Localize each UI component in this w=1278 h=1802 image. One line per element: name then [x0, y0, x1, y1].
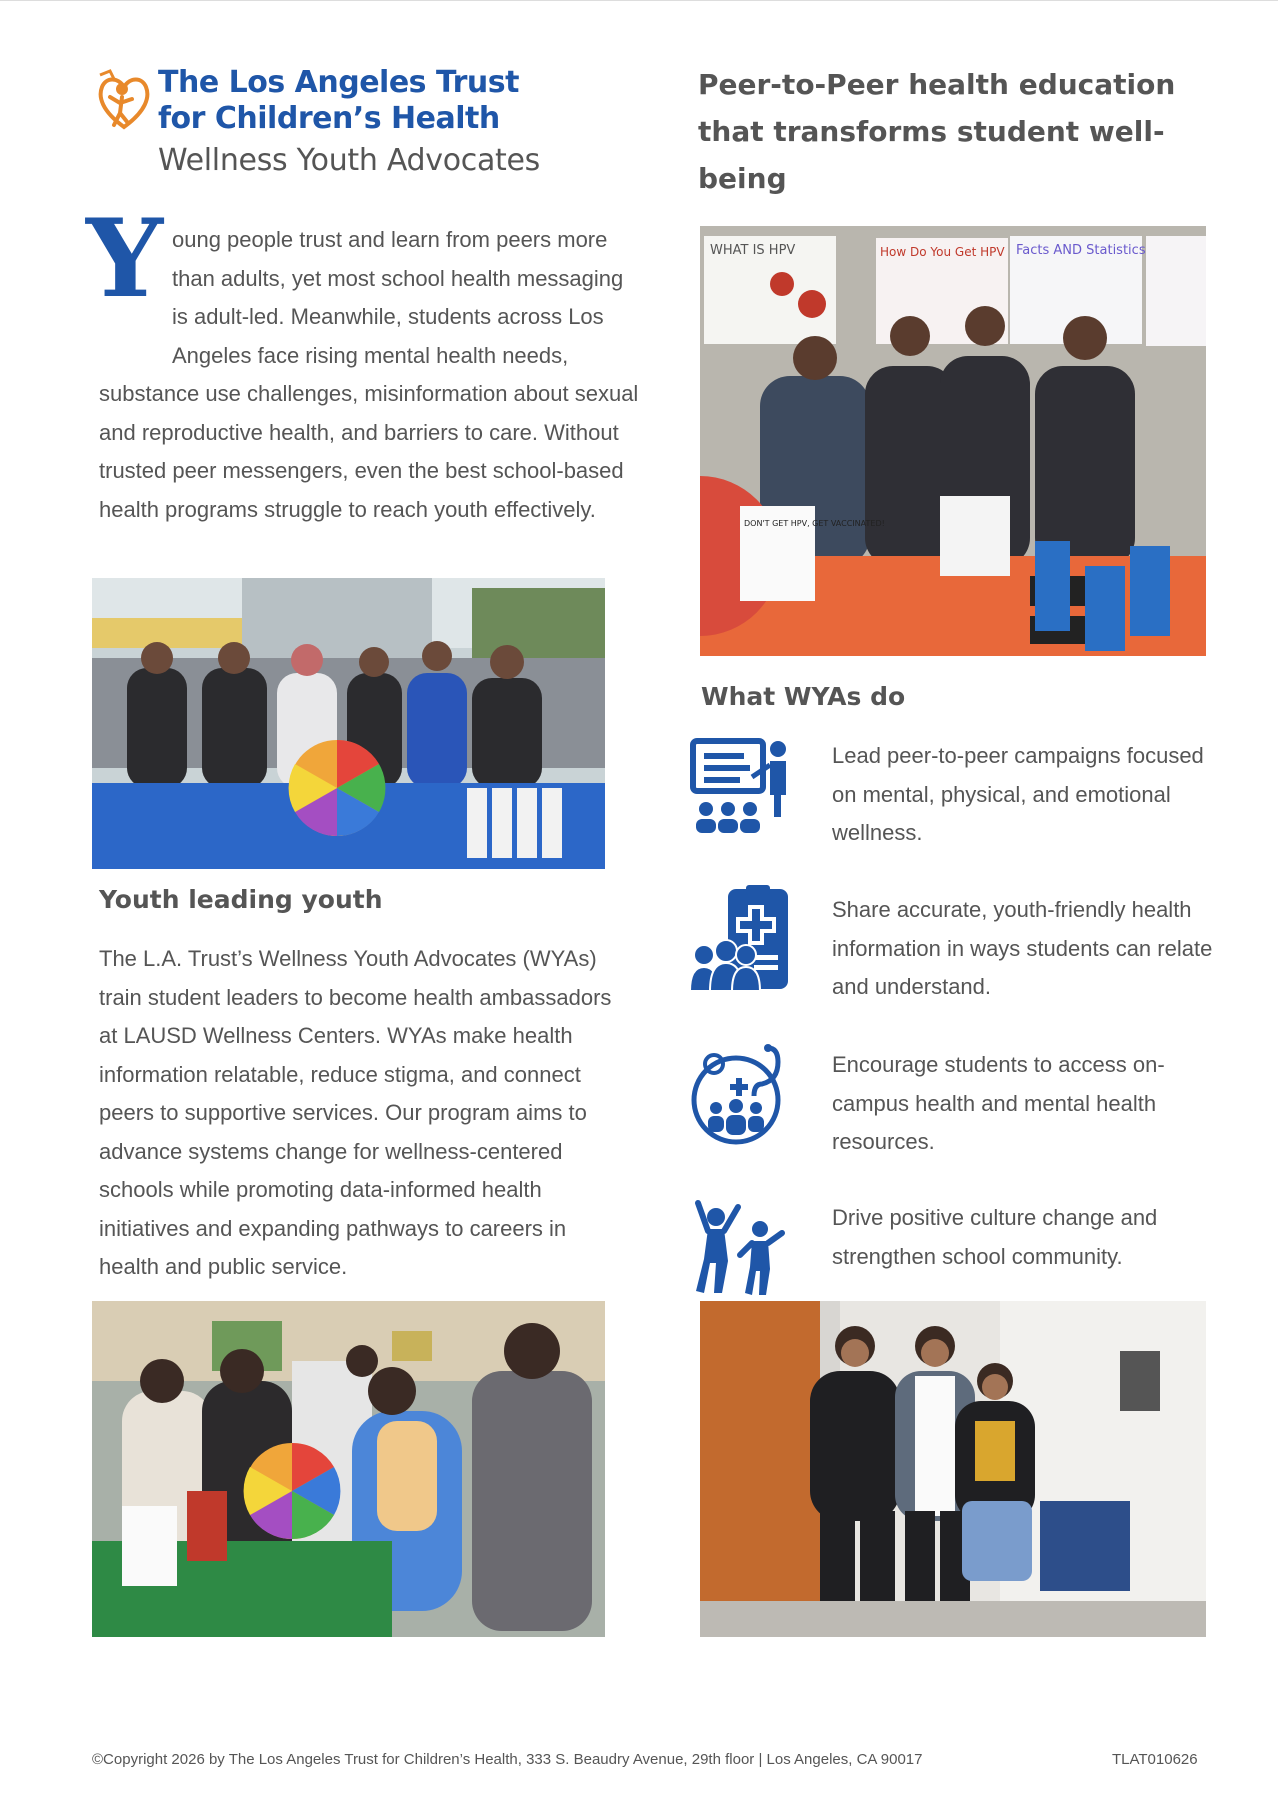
footer-copyright: ©Copyright 2026 by The Los Angeles Trust for Children’s Health, 333 S. Beaudry Avenue, 29th floor | Los Angeles, CA 90017: [92, 1751, 923, 1768]
child-heart-logo-icon: [96, 67, 152, 137]
wya-activity-text: Encourage students to access on-campus health and mental health resources.: [832, 1052, 1165, 1154]
org-name-line-1: The Los Angeles Trust: [158, 65, 519, 100]
page-headline: Peer-to-Peer health education that transforms student well-being: [698, 68, 1176, 195]
intro-paragraph-start: oung people trust and learn from peers more than adults, yet most school health messaging is adult-led. Meanwhile, students across Los Angeles face rising mental health needs,: [172, 227, 624, 368]
photo-hpv-awareness-booth: [700, 226, 1206, 656]
youth-section-body: The L.A. Trust’s Wellness Youth Advocates (WYAs) train student leaders to become health ambassadors at LAUSD Wellness Centers. WYAs make health information relatable, reduce stigma, and connect peers to supportive services. Our program aims to advance systems change for wellness-centered schools while promoting data-informed health initiatives and expanding pathways to careers in health and public service.: [99, 946, 612, 1279]
poster-label-1: WHAT IS HPV: [710, 243, 796, 258]
what-wyas-do-heading: What WYAs do: [701, 682, 906, 711]
health-info-group-icon: [686, 885, 801, 1000]
organization-logo: [96, 63, 540, 183]
wya-activity-text: Share accurate, youth-friendly health information in ways students can relate and understand.: [832, 897, 1213, 999]
presentation-audience-icon: [686, 737, 801, 837]
wya-activity-text: Drive positive culture change and strengthen school community.: [832, 1205, 1158, 1269]
poster-label-3: Facts AND Statistics: [1016, 243, 1146, 258]
org-name-line-2: for Children’s Health: [158, 101, 500, 136]
program-name: Wellness Youth Advocates: [158, 143, 540, 178]
photo-wya-booth-green-table: [92, 1301, 605, 1637]
wya-activity-text: Lead peer-to-peer campaigns focused on mental, physical, and emotional wellness.: [832, 743, 1204, 845]
intro-paragraph-end: substance use challenges, misinformation about sexual and reproductive health, and barriers to care. Without trusted peer messengers, even the best school-based health programs struggle to reach youth effectively.: [99, 381, 639, 522]
celebrating-people-icon: [686, 1199, 801, 1299]
youth-section-heading: Youth leading youth: [99, 885, 383, 914]
document-code: TLAT010626: [1112, 1751, 1198, 1768]
stethoscope-community-icon: [686, 1042, 801, 1152]
photo-wya-students-clinic: [700, 1301, 1206, 1637]
drop-cap: Y: [86, 196, 164, 322]
poster-label-2: How Do You Get HPV: [880, 245, 1005, 259]
photo-wya-booth-blue-table: [92, 578, 605, 869]
flyer-label: DON'T GET HPV, GET VACCINATED!: [744, 519, 885, 528]
